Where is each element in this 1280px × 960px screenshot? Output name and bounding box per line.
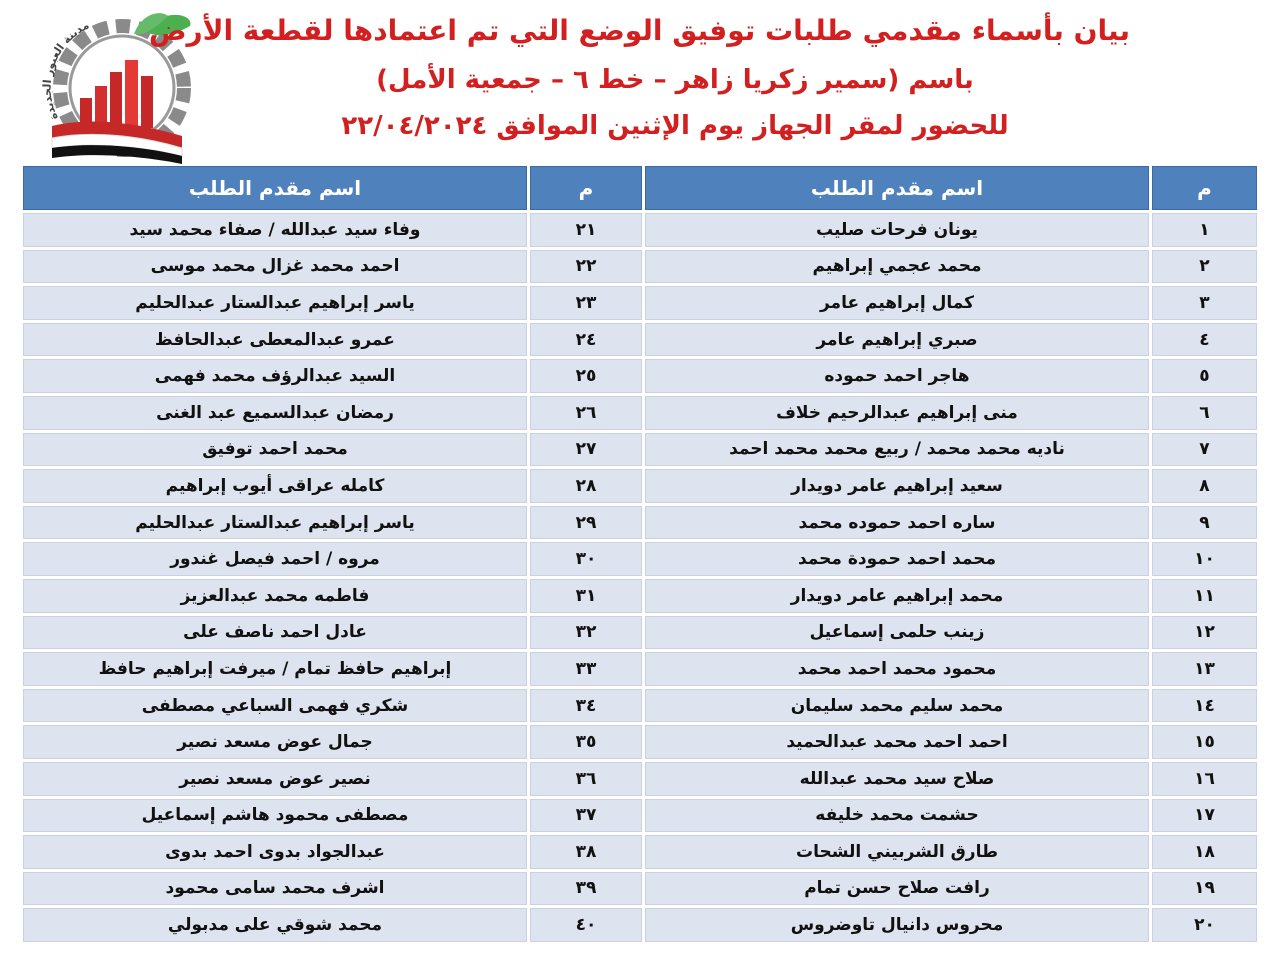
applicant-name: نصير عوض مسعد نصير — [23, 762, 527, 796]
row-number: ٢٤ — [530, 323, 642, 357]
applicant-name: اشرف محمد سامى محمود — [23, 872, 527, 906]
row-number: ٨ — [1152, 469, 1257, 503]
applicant-name: محمود محمد احمد محمد — [645, 652, 1149, 686]
table-row — [23, 872, 1257, 906]
row-number: ٢٠ — [1152, 908, 1257, 942]
applicant-name: فاطمه محمد عبدالعزيز — [23, 579, 527, 613]
row-number: ٣٠ — [530, 542, 642, 576]
applicant-name: يونان فرحات صليب — [645, 213, 1149, 247]
applicant-name: احمد محمد غزال محمد موسى — [23, 250, 527, 284]
row-number: ٢٨ — [530, 469, 642, 503]
row-number: ١٥ — [1152, 725, 1257, 759]
row-number: ٢١ — [530, 213, 642, 247]
document-titles — [148, 6, 1130, 148]
applicant-name: جمال عوض مسعد نصير — [23, 725, 527, 759]
logo-text: مدينة العبور الجديدة — [40, 18, 92, 123]
applicant-name: منى إبراهيم عبدالرحيم خلاف — [645, 396, 1149, 430]
title-line-3: للحضور لمقر الجهاز يوم الإثنين الموافق ٢٢/٠٤/٢٠٢٤ — [341, 111, 1009, 141]
applicant-name: محمد عجمي إبراهيم — [645, 250, 1149, 284]
applicant-name: محمد شوقي على مدبولي — [23, 908, 527, 942]
applicant-name: طارق الشربيني الشحات — [645, 835, 1149, 869]
table-row — [23, 250, 1257, 284]
applicant-name: عادل احمد ناصف على — [23, 616, 527, 650]
table-row — [23, 213, 1257, 247]
applicant-name: إبراهيم حافظ تمام / ميرفت إبراهيم حافظ — [23, 652, 527, 686]
row-number: ٣٩ — [530, 872, 642, 906]
row-number: ٣ — [1152, 286, 1257, 320]
header-name-2: اسم مقدم الطلب — [23, 166, 527, 210]
row-number: ٢ — [1152, 250, 1257, 284]
table-row — [23, 725, 1257, 759]
row-number: ٢٦ — [530, 396, 642, 430]
table-row — [23, 689, 1257, 723]
table-row — [23, 908, 1257, 942]
row-number: ٣١ — [530, 579, 642, 613]
header-name-1: اسم مقدم الطلب — [645, 166, 1149, 210]
row-number: ٧ — [1152, 433, 1257, 467]
applicant-name: حشمت محمد خليفه — [645, 799, 1149, 833]
row-number: ١ — [1152, 213, 1257, 247]
applicant-name: شكري فهمى السباعي مصطفى — [23, 689, 527, 723]
row-number: ٣٤ — [530, 689, 642, 723]
row-number: ١٨ — [1152, 835, 1257, 869]
applicant-name: عمرو عبدالمعطى عبدالحافظ — [23, 323, 527, 357]
applicant-name: محمد إبراهيم عامر دويدار — [645, 579, 1149, 613]
applicant-name: عبدالجواد بدوى احمد بدوى — [23, 835, 527, 869]
applicant-name: مروه / احمد فيصل غندور — [23, 542, 527, 576]
table-header-row — [23, 166, 1257, 210]
row-number: ١٧ — [1152, 799, 1257, 833]
applicant-name: صلاح سيد محمد عبدالله — [645, 762, 1149, 796]
row-number: ٣٣ — [530, 652, 642, 686]
row-number: ٢٩ — [530, 506, 642, 540]
table-row — [23, 396, 1257, 430]
row-number: ٢٢ — [530, 250, 642, 284]
applicant-name: السيد عبدالرؤف محمد فهمى — [23, 359, 527, 393]
header-number-2: م — [530, 166, 642, 210]
table-row — [23, 616, 1257, 650]
row-number: ٢٧ — [530, 433, 642, 467]
header-number-1: م — [1152, 166, 1257, 210]
row-number: ٣٥ — [530, 725, 642, 759]
row-number: ١٣ — [1152, 652, 1257, 686]
applicant-name: ياسر إبراهيم عبدالستار عبدالحليم — [23, 286, 527, 320]
applicant-name: ناديه محمد محمد / ربيع محمد محمد احمد — [645, 433, 1149, 467]
applicant-name: زينب حلمى إسماعيل — [645, 616, 1149, 650]
row-number: ١٦ — [1152, 762, 1257, 796]
table-row — [23, 799, 1257, 833]
table-row — [23, 506, 1257, 540]
applicant-name: كامله عراقى أيوب إبراهيم — [23, 469, 527, 503]
row-number: ٤ — [1152, 323, 1257, 357]
table-row — [23, 323, 1257, 357]
applicant-name: محمد احمد توفيق — [23, 433, 527, 467]
table-row — [23, 433, 1257, 467]
row-number: ٣٢ — [530, 616, 642, 650]
applicant-name: كمال إبراهيم عامر — [645, 286, 1149, 320]
applicant-name: ياسر إبراهيم عبدالستار عبدالحليم — [23, 506, 527, 540]
table-row — [23, 469, 1257, 503]
row-number: ٣٧ — [530, 799, 642, 833]
row-number: ٢٣ — [530, 286, 642, 320]
row-number: ٤٠ — [530, 908, 642, 942]
table-row — [23, 579, 1257, 613]
title-line-2: باسم (سمير زكريا زاهر – خط ٦ – جمعية الأمل) — [376, 65, 974, 95]
table-row — [23, 835, 1257, 869]
row-number: ٦ — [1152, 396, 1257, 430]
applicant-name: وفاء سيد عبدالله / صفاء محمد سيد — [23, 213, 527, 247]
row-number: ٥ — [1152, 359, 1257, 393]
title-line-1: بيان بأسماء مقدمي طلبات توفيق الوضع التي تم اعتمادها لقطعة الأرض — [148, 14, 1130, 47]
applicant-name: هاجر احمد حموده — [645, 359, 1149, 393]
table-row — [23, 542, 1257, 576]
applicant-name: سعيد إبراهيم عامر دويدار — [645, 469, 1149, 503]
table-row — [23, 359, 1257, 393]
applicant-name: محمد احمد حمودة محمد — [645, 542, 1149, 576]
table-row — [23, 652, 1257, 686]
applicant-name: محروس دانيال تاوضروس — [645, 908, 1149, 942]
table-row — [23, 286, 1257, 320]
row-number: ٣٦ — [530, 762, 642, 796]
row-number: ٢٥ — [530, 359, 642, 393]
row-number: ١٩ — [1152, 872, 1257, 906]
applicants-table-wrapper — [20, 166, 1260, 945]
row-number: ١٢ — [1152, 616, 1257, 650]
row-number: ١١ — [1152, 579, 1257, 613]
applicants-table — [20, 163, 1260, 945]
row-number: ٣٨ — [530, 835, 642, 869]
table-body — [23, 213, 1257, 942]
row-number: ١٤ — [1152, 689, 1257, 723]
applicant-name: ساره احمد حموده محمد — [645, 506, 1149, 540]
applicant-name: صبري إبراهيم عامر — [645, 323, 1149, 357]
applicant-name: احمد احمد محمد عبدالحميد — [645, 725, 1149, 759]
applicant-name: رمضان عبدالسميع عبد الغنى — [23, 396, 527, 430]
row-number: ١٠ — [1152, 542, 1257, 576]
applicant-name: محمد سليم محمد سليمان — [645, 689, 1149, 723]
applicant-name: رافت صلاح حسن تمام — [645, 872, 1149, 906]
table-row — [23, 762, 1257, 796]
applicant-name: مصطفى محمود هاشم إسماعيل — [23, 799, 527, 833]
row-number: ٩ — [1152, 506, 1257, 540]
